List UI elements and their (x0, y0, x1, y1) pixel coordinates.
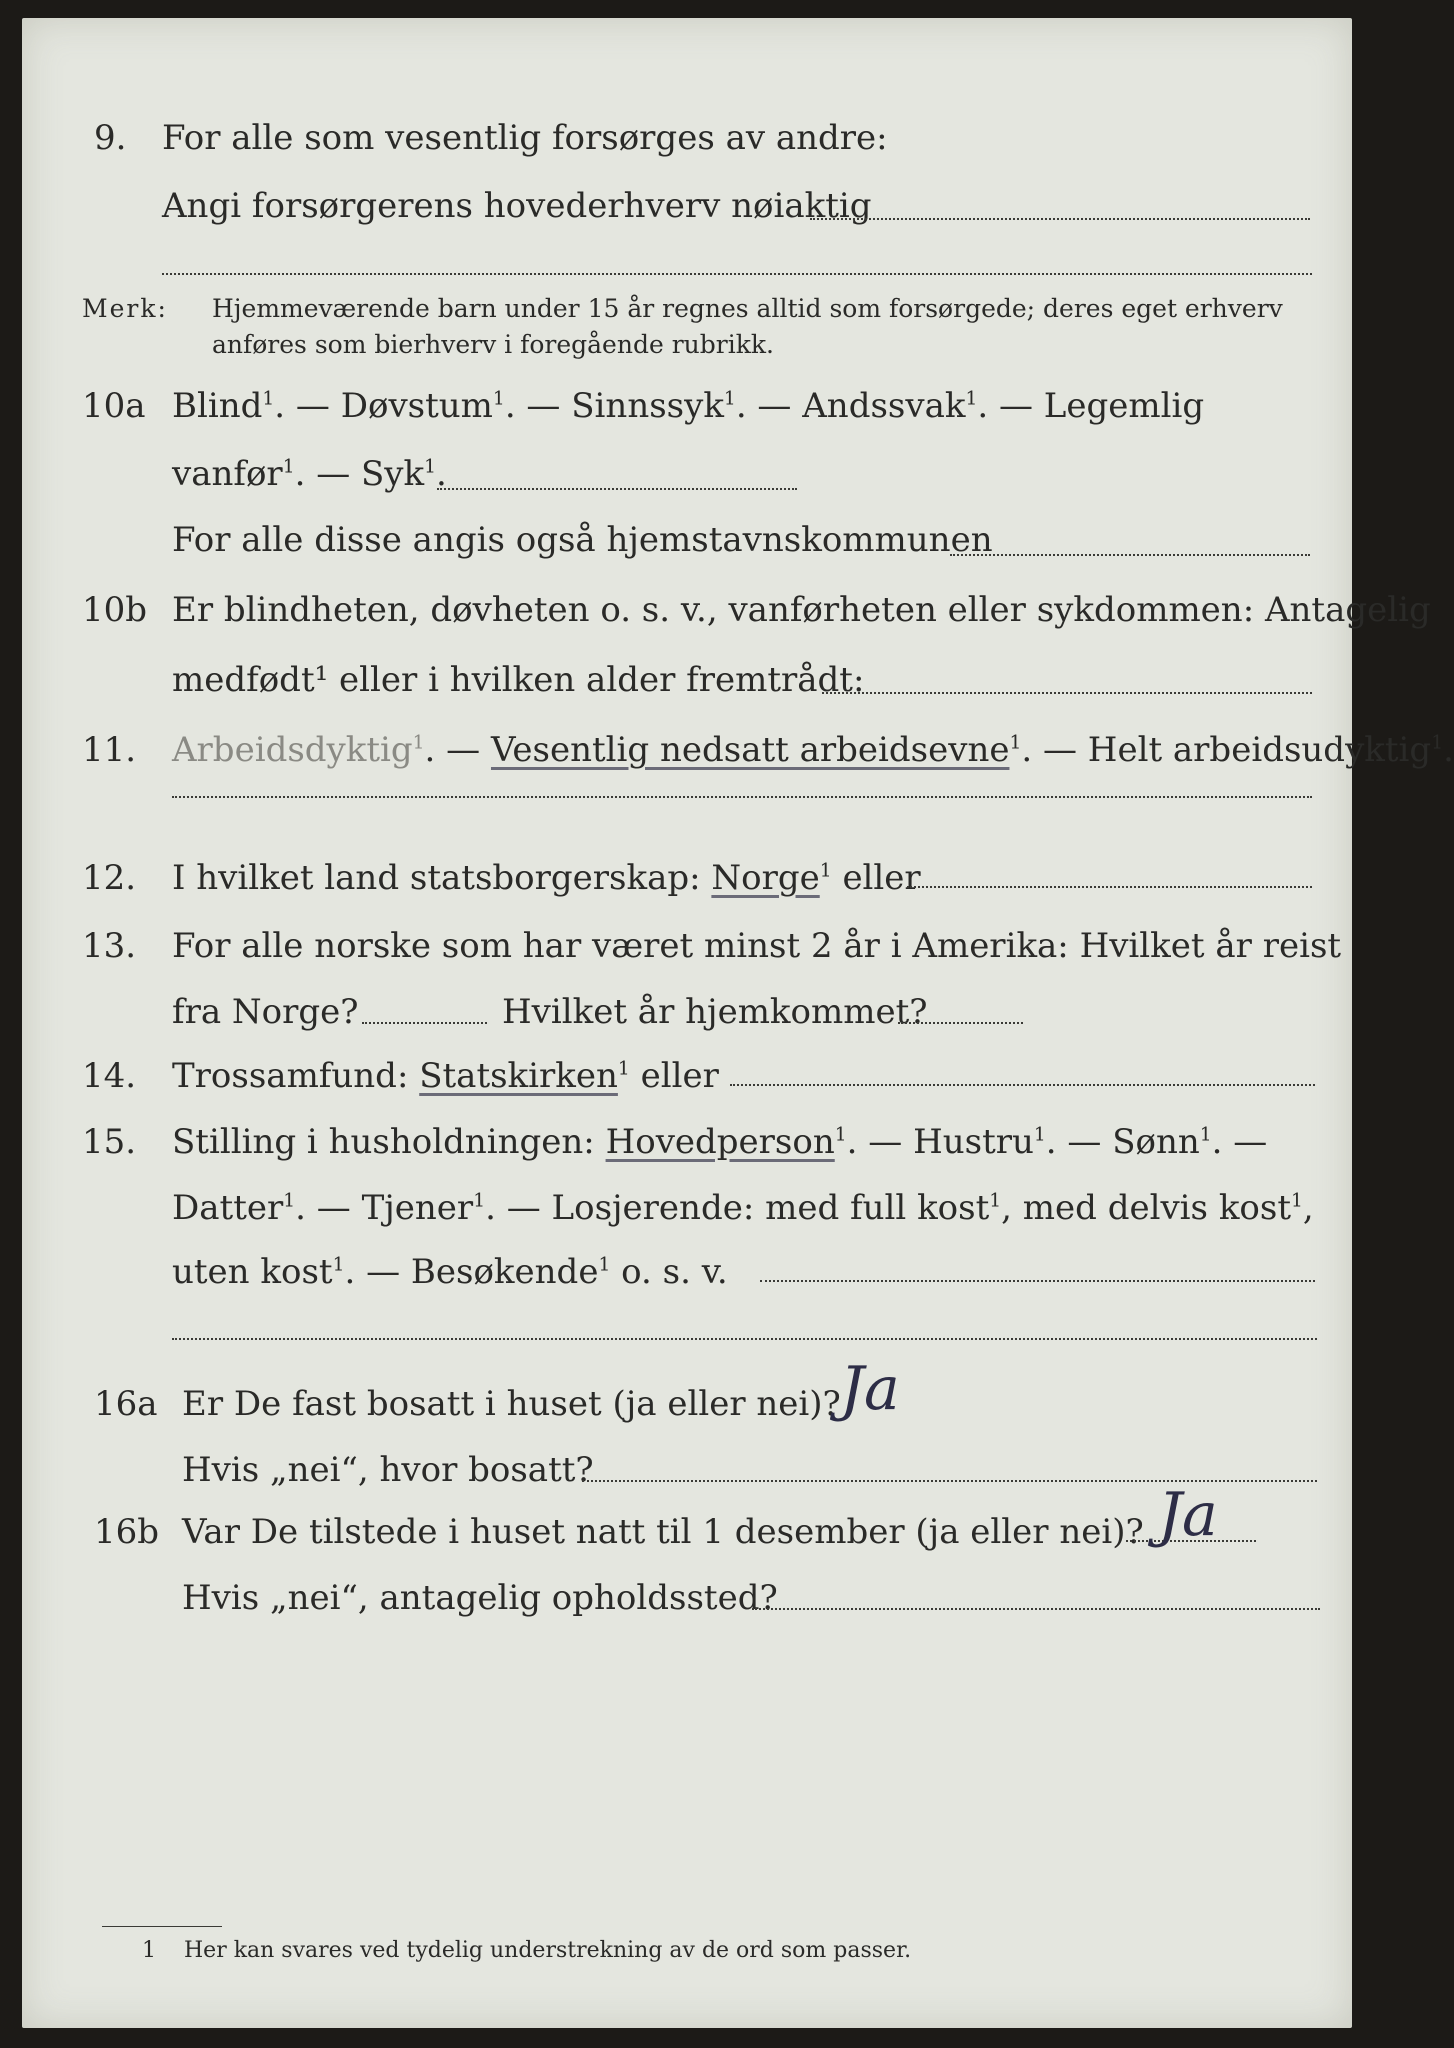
q16b-number: 16b (94, 1512, 160, 1552)
q15-line2: Datter$^1$. — Tjener$^1$. — Losjerende: med full kost$^1$, med delvis kost$^1$, (172, 1188, 1314, 1228)
q13-number: 13. (82, 926, 137, 966)
q16a-handwritten-answer: Ja (840, 1354, 900, 1424)
form-page (22, 18, 1454, 2028)
q9-answer-line (810, 218, 1310, 220)
q14-line1: Trossamfund: Statskirken$^1$ eller (172, 1056, 719, 1096)
q9-answer-line-2 (162, 273, 1312, 275)
q11-number: 11. (82, 730, 137, 770)
q10a-line1: Blind$^1$. — Døvstum$^1$. — Sinnssyk$^1$. — Andssvak$^1$. — Legemlig (172, 386, 1205, 426)
q13-line2b: Hvilket år hjemkommet? (502, 992, 928, 1032)
q15-line3: uten kost$^1$. — Besøkende$^1$ o. s. v. (172, 1252, 728, 1292)
q12-number: 12. (82, 858, 137, 898)
q10b-answer-line (822, 692, 1312, 694)
q14-answer-line (730, 1084, 1315, 1086)
q16b-handwritten-answer: Ja (1158, 1480, 1218, 1550)
merk-line2: anføres som bierhverv i foregående rubrikk. (212, 330, 774, 359)
q9-line1: For alle som vesentlig forsørges av andre: (162, 118, 888, 158)
q10a-line2: vanfør$^1$. — Syk$^1$. (172, 454, 447, 494)
q13-line1: For alle norske som har været minst 2 år i Amerika: Hvilket år reist (172, 926, 1342, 966)
q11-answer-line (172, 796, 1312, 798)
q10b-line1: Er blindheten, døvheten o. s. v., vanførheten eller sykdommen: Antagelig (172, 590, 1431, 630)
q16b-answer-line-2 (752, 1608, 1320, 1610)
q13-answer-line-b (898, 1022, 1023, 1024)
merk-line1: Hjemmeværende barn under 15 år regnes alltid som forsørgede; deres eget erhverv (212, 294, 1283, 323)
q12-line1: I hvilket land statsborgerskap: Norge$^1$ eller (172, 858, 921, 898)
q10a-answer-line (437, 488, 797, 490)
q16a-line1: Er De fast bosatt i huset (ja eller nei)? (182, 1384, 841, 1424)
q10a-answer-line-2 (950, 554, 1310, 556)
q16a-number: 16a (94, 1384, 158, 1424)
q10b-number: 10b (82, 590, 148, 630)
q10a-number: 10a (82, 386, 146, 426)
q15-answer-line (760, 1280, 1315, 1282)
q9-line2: Angi forsørgerens hovederhverv nøiaktig (162, 186, 872, 226)
q9-number: 9. (94, 118, 127, 158)
footnote-rule (102, 1926, 222, 1927)
q12-answer-line (907, 886, 1312, 888)
q13-line2a: fra Norge? (172, 992, 359, 1032)
q13-answer-line-a (362, 1022, 487, 1024)
q14-number: 14. (82, 1056, 137, 1096)
q15-line1: Stilling i husholdningen: Hovedperson$^1$. — Hustru$^1$. — Sønn$^1$. — (172, 1122, 1268, 1162)
merk-label: Merk: (82, 294, 168, 323)
q15-answer-line-2 (172, 1338, 1317, 1340)
q16b-line1: Var De tilstede i huset natt til 1 desember (ja eller nei)? (182, 1512, 1144, 1552)
q10a-line3: For alle disse angis også hjemstavnskommunen (172, 520, 993, 560)
q11-line1: Arbeidsdyktig$^1$. — Vesentlig nedsatt arbeidsevne$^1$. — Helt arbeidsudyktig$^1$. (172, 730, 1454, 770)
q16b-line2: Hvis „nei“, antagelig opholdssted? (182, 1578, 778, 1618)
q10b-line2: medfødt¹ eller i hvilken alder fremtrådt: (172, 660, 865, 700)
q16a-line2: Hvis „nei“, hvor bosatt? (182, 1450, 594, 1490)
q15-number: 15. (82, 1122, 137, 1162)
footnote: 1 Her kan svares ved tydelig understrekning av de ord som passer. (142, 1938, 912, 1963)
